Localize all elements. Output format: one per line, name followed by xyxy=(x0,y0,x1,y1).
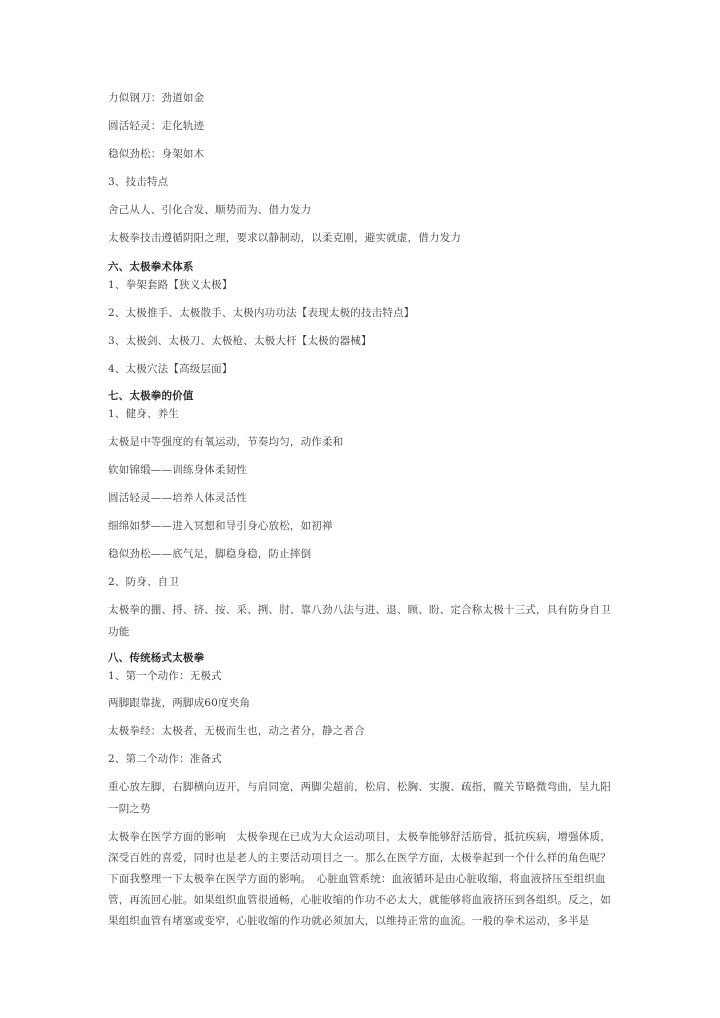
text-paragraph: 太极拳的掤、捋、挤、按、采、挒、肘、靠八劲八法与进、退、顾、盼、定合称太极十三式，具有防身自卫功能 xyxy=(108,604,611,638)
text-line: 太极是中等强度的有氧运动，节奏均匀，动作柔和 xyxy=(108,436,344,448)
section-heading: 六、太极拳术体系 xyxy=(108,261,194,273)
text-line: 2、太极推手、太极散手、太极内功功法【表现太极的技击特点】 xyxy=(108,307,415,319)
section-subheading: 1、第一个动作：无极式 xyxy=(108,670,222,682)
section-subheading: 1、健身、养生 xyxy=(108,408,180,420)
text-line: 稳似劲松——底气足，脚稳身稳，防止摔倒 xyxy=(108,548,312,560)
body-paragraph: 太极拳在医学方面的影响 太极拳现在已成为大众运动项目，太极拳能够舒活筋骨，抵抗疾病，增强体质，深受百姓的喜爱，同时也是老人的主要活动项目之一。那么在医学方面，太极拳起到一个什么样的角色呢？下面我整理一下太极拳在医学方面的影响。 心脏血管系统：血液循环是由心脏收缩，将血液挤压至组织血管，再流回心脏。如果组织血管很通畅，心脏收缩的作功不必太大，就能够将血液挤压到各组织。反之，如果组织血管有堵塞或变窄，心脏收缩的作功就必须加大，以维持正常的血流。一般的拳术运动，多半是 xyxy=(108,831,611,927)
text-line: 太极拳技击遵循阴阳之理，要求以静制动，以柔克刚，避实就虚，借力发力 xyxy=(108,232,462,244)
text-line: 3、太极剑、太极刀、太极枪、太极大杆【太极的器械】 xyxy=(108,335,372,347)
section-subheading: 3、技击特点 xyxy=(108,176,169,188)
text-line: 圆活轻灵：走化轨迹 xyxy=(108,120,205,132)
text-line: 舍己从人、引化合发、顺势而为、借力发力 xyxy=(108,204,312,216)
text-line: 两脚跟靠拢，两脚成60度夹角 xyxy=(108,697,251,709)
text-line: 圆活轻灵——培养人体灵活性 xyxy=(108,492,248,504)
text-line: 软如锦缎——训练身体柔韧性 xyxy=(108,464,248,476)
section-heading: 七、太极拳的价值 xyxy=(108,390,194,402)
text-line: 太极拳经：太极者，无极而生也，动之者分，静之者合 xyxy=(108,725,365,737)
text-line: 稳似劲松：身架如木 xyxy=(108,148,205,160)
section-subheading: 1、拳架套路【狭义太极】 xyxy=(108,279,233,291)
section-heading: 八、传统杨式太极拳 xyxy=(108,652,205,664)
text-line: 力似钢刀：劲道如金 xyxy=(108,92,205,104)
text-line: 4、太极穴法【高级层面】 xyxy=(108,363,233,375)
text-paragraph: 重心放左脚，右脚横向迈开，与肩同宽，两脚尖超前，松肩、松胸、实腹、疏指，髋关节略微弯曲，呈九阳一阴之势 xyxy=(108,781,611,815)
section-subheading: 2、第二个动作：准备式 xyxy=(108,753,222,765)
text-line: 细绵如梦——进入冥想和导引身心放松，如初禅 xyxy=(108,520,333,532)
section-subheading: 2、防身、自卫 xyxy=(108,576,180,588)
